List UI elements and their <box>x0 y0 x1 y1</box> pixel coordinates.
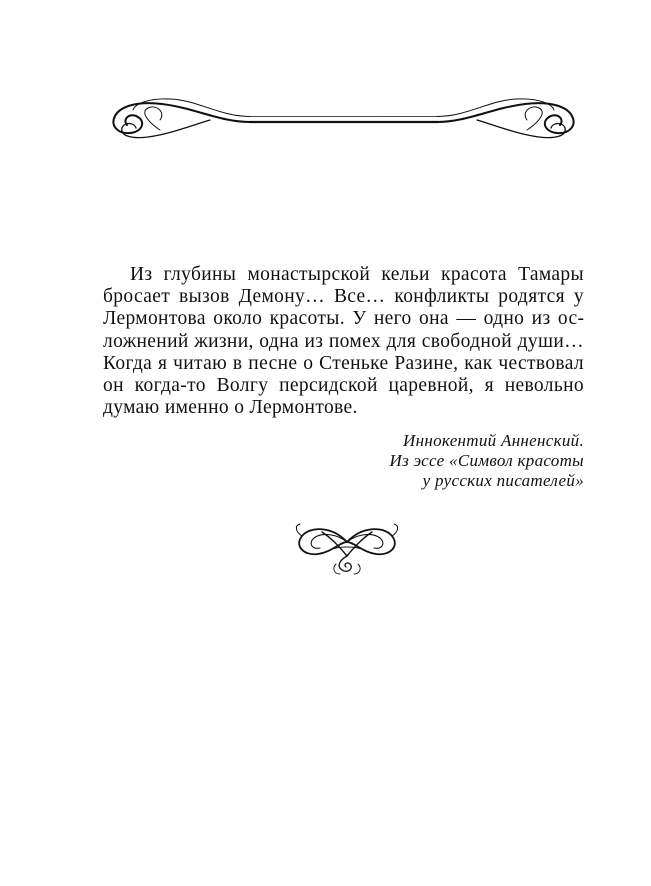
epigraph-source-line-1: Из эссе «Символ красоты <box>389 451 584 471</box>
top-flourish-ornament <box>100 92 587 148</box>
epigraph-attribution <box>103 431 584 491</box>
bottom-flourish-ornament <box>292 520 402 578</box>
epigraph-author: Иннокентий Анненский. <box>403 431 584 451</box>
epigraph <box>103 264 584 491</box>
epigraph-source-line-2: у русских писателей» <box>422 471 584 491</box>
epigraph-quote: Из глубины монастырской кельи красота Тамары бросает вызов Демону… Все… конфликты родятся у Лермонтова около красоты. У него она — одно из осложнений жизни, одна из помех для свободной души… Когда я читаю в песне о Стеньке Разине, как чествовал он когда-то Волгу персидской царевной, я невольно думаю именно о Лермонтове. <box>103 264 584 419</box>
